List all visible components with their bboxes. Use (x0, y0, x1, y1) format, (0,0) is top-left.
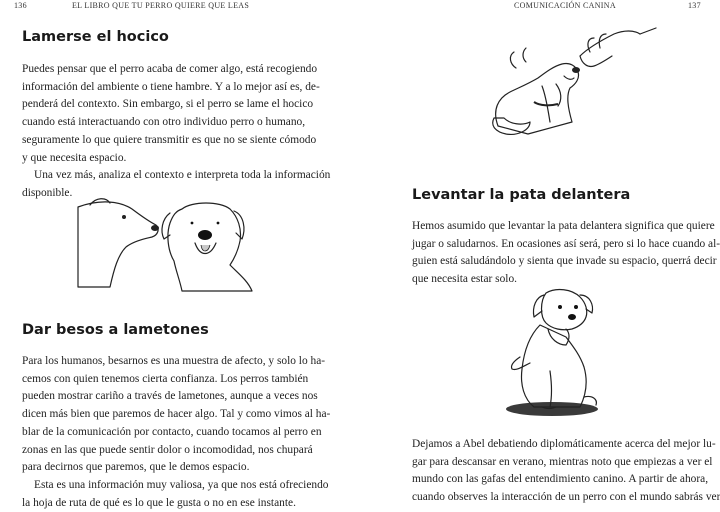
text-line: gar para descansar en verano, mientras noto que empiezas a ver el (412, 455, 713, 468)
text-line: guien está saludándolo y sienta que invade su espacio, querrá decir (412, 255, 717, 268)
text-line: Dejamos a Abel debatiendo diplomáticamente acerca del mejor lu- (412, 438, 716, 450)
left-running-title: EL LIBRO QUE TU PERRO QUIERE QUE LEAS (72, 1, 250, 10)
text-line: seguramente lo que quiere transmitir es que no se siente cómodo (22, 133, 317, 146)
left-page-number: 136 (14, 1, 27, 10)
left-running-head (0, 0, 360, 12)
text-line: y que necesita espacio. (22, 151, 127, 164)
two-dogs-illustration (70, 195, 260, 295)
text-line: cemos con quien tenemos cierta confianza. Los perros también (22, 372, 309, 385)
text-line: Para los humanos, besarnos es una muestra de afecto, y solo lo ha- (22, 355, 326, 367)
text-line: para decirnos que paremos, que le demos espacio. (22, 461, 250, 474)
right-page-number: 137 (688, 1, 701, 10)
text-line: que necesita estar solo. (412, 273, 518, 286)
right-running-head (360, 0, 720, 12)
text-line: dicen más bien que paremos de hacer algo. Tal y como vimos al ha- (22, 408, 331, 421)
heading-lamerse-hocico: Lamerse el hocico (22, 29, 169, 45)
text-line: pueden mostrar cariño a través de lametones, aunque a veces nos (22, 390, 318, 403)
text-line: cuando observes la interacción de un perro con el mundo sabrás ver (412, 491, 720, 504)
text-line: la hoja de ruta de qué es lo que le gusta o no en ese instante. (22, 496, 296, 509)
paragraph-lamerse-hocico (22, 61, 342, 203)
text-line: penderá del contexto. Sin embargo, si el perro se lame el hocico (22, 98, 314, 111)
right-running-title: COMUNICACIÓN CANINA (514, 1, 616, 10)
text-line: Esta es una información muy valiosa, ya que nos está ofreciendo (34, 478, 329, 491)
heading-levantar-pata: Levantar la pata delantera (412, 187, 631, 203)
paragraph-levantar-pata (412, 218, 720, 289)
text-line: cuando está interactuando con otro individuo perro o humano, (22, 116, 306, 129)
text-line: disponible. (22, 186, 73, 199)
text-line: Hemos asumido que levantar la pata delantera significa que quiere (412, 220, 715, 232)
text-line: blar de la comunicación por contacto, cuando tocamos al perro en (22, 425, 322, 438)
text-line: Puedes pensar que el perro acaba de comer algo, está recogiendo (22, 63, 318, 75)
right-page (360, 0, 720, 504)
dog-petted-illustration (468, 26, 668, 144)
text-line: jugar o saludarnos. En ocasiones así será, pero si lo hace cuando al- (412, 237, 720, 250)
text-line: zonas en las que puede sentir dolor o incomodidad, nos chupará (22, 443, 313, 456)
text-line: información del ambiente o tiene hambre. Y a lo mejor así es, de- (22, 80, 320, 93)
heading-dar-besos: Dar besos a lametones (22, 322, 209, 338)
text-line: Una vez más, analiza el contexto e interpreta toda la información (34, 169, 331, 182)
left-page (0, 0, 360, 509)
sitting-dog-paw-illustration (500, 285, 610, 420)
paragraph-abel (412, 436, 720, 507)
paragraph-dar-besos (22, 353, 342, 512)
text-line: mundo con las gafas del entendimiento canino. A partir de ahora, (412, 473, 709, 486)
